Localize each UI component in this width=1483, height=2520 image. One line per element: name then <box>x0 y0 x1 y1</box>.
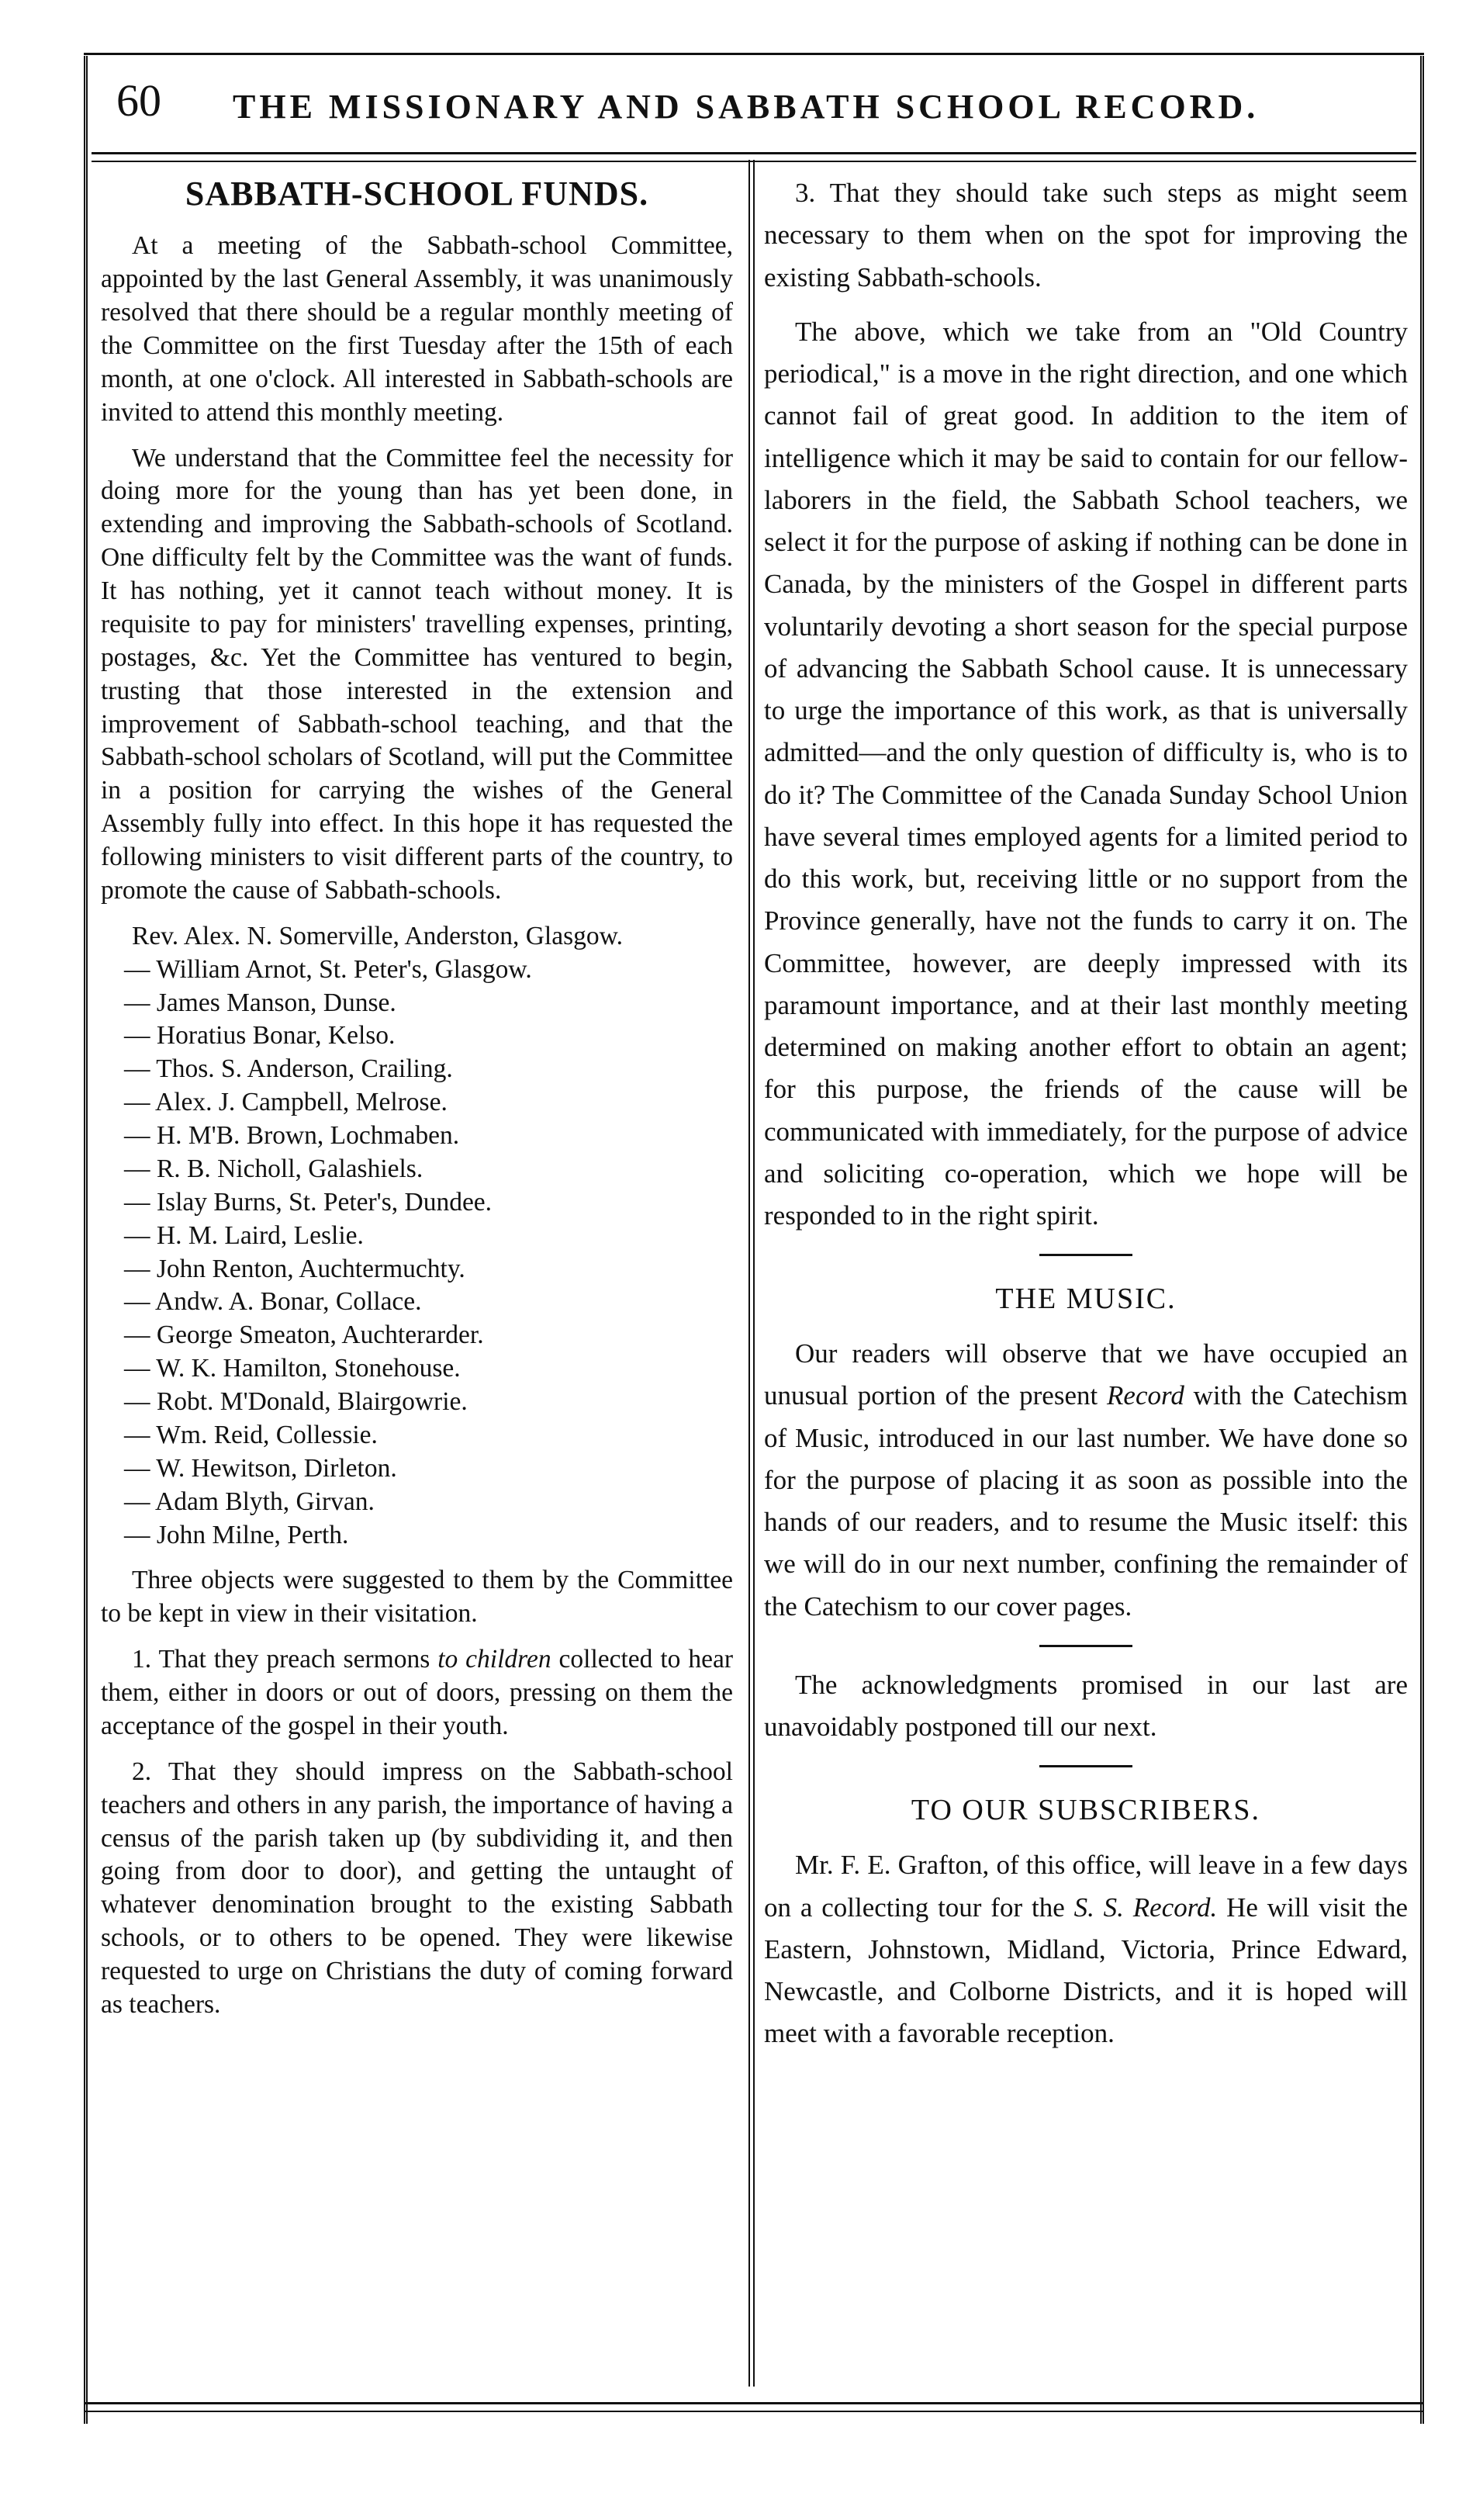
minister-item: — Alex. J. Campbell, Melrose. <box>124 1088 448 1117</box>
minister-item: — John Renton, Auchtermuchty. <box>124 1254 465 1283</box>
minister-item: — Islay Burns, St. Peter's, Dundee. <box>124 1187 493 1217</box>
acknowledgments-paragraph: The acknowledgments promised in our last are unavoidably postponed till our next. <box>764 1669 1408 1743</box>
subscribers-paragraph: Mr. F. E. Grafton, of this office, will leave in a few days on a collecting tour for the S. S. Record. He will visit the Eastern, Johnstown, Midland, Victoria, Prince Edward, Newcastle, and Colborne Districts, and it is hoped will meet with a favorable reception. <box>764 1850 1408 2049</box>
left-column <box>101 172 733 2034</box>
the-music-heading: THE MUSIC. <box>995 1282 1177 1316</box>
object-item-2: 2. That they should impress on the Sabbath-school teachers and others in any parish, the importance of having a census of the parish taken up (by subdividing it, and then going from door to door), and getting the untaught of whatever denomination brought to the existing Sabbath schools, or to others to be opened. They were likewise requested to urge on Christians the duty of coming forward as teachers. <box>101 1757 733 2019</box>
three-objects-paragraph: Three objects were suggested to them by the Committee to be kept in view in their visitation. <box>101 1566 733 1629</box>
committee-meeting-paragraph: At a meeting of the Sabbath-school Committee, appointed by the last General Assembly, it was unanimously resolved that there should be a regular monthly meeting of the Committee on the first Tuesday after the 15th of each month, at one o'clock. All interested in Sabbath-schools are invited to attend this monthly meeting. <box>101 231 733 427</box>
emphasis-ss-record: S. S. Record. <box>1073 1892 1218 1923</box>
bottom-rule <box>84 2402 1424 2412</box>
minister-item: — Wm. Reid, Collessie. <box>124 1420 378 1449</box>
minister-item: — William Arnot, St. Peter's, Glasgow. <box>124 954 532 984</box>
object-item-3: 3. That they should take such steps as might seem necessary to them when on the spot for improving the existing Sabbath-schools. <box>764 178 1408 292</box>
minister-item: — Horatius Bonar, Kelso. <box>124 1021 396 1051</box>
minister-item: — Thos. S. Anderson, Crailing. <box>124 1054 453 1084</box>
to-our-subscribers-heading: TO OUR SUBSCRIBERS. <box>911 1794 1261 1827</box>
object-item-1: 1. That they preach sermons to children collected to hear them, either in doors or out of doors, pressing on them the acceptance of the gospel in their youth. <box>101 1645 733 1740</box>
right-column <box>764 172 1408 2068</box>
emphasis-record: Record <box>1107 1380 1184 1411</box>
minister-item: — Adam Blyth, Girvan. <box>124 1487 375 1516</box>
page-number: 60 <box>116 75 161 126</box>
column-divider <box>748 160 755 2387</box>
section-rule <box>1039 1765 1132 1767</box>
emphasis-children: to children <box>437 1645 551 1674</box>
minister-item: — H. M'B. Brown, Lochmaben. <box>124 1121 460 1151</box>
minister-item: — H. M. Laird, Leslie. <box>124 1220 364 1250</box>
editorial-paragraph: The above, which we take from an "Old Country periodical," is a move in the right direction, and one which cannot fail of great good. In addition to the item of intelligence which it may be said to contain for our fellow-laborers in the field, the Sabbath School teachers, we select it for the purpose of asking if nothing can be done in Canada, by the ministers of the Gospel in different parts voluntarily devoting a short season for the special purpose of advancing the Sabbath School cause. It is unnecessary to urge the importance of this work, as that is universally admitted—and the only question of difficulty is, who is to do it? The Committee of the Canada Sunday School Union have several times employed agents for a limited period to do this work, but, receiving little or no support from the Province generally, have not the funds to carry it on. The Committee, however, are deeply impressed with its paramount importance, and at their last monthly meeting determined on making another effort to obtain an agent; for this purpose, the friends of the cause will be communicated with immediately, for the purpose of advice and soliciting co-operation, which we hope will be responded to in the right spirit. <box>764 316 1408 1231</box>
committee-funds-paragraph: We understand that the Committee feel the necessity for doing more for the young than has yet been done, in extending and improving the Sabbath-schools of Scotland. One difficulty felt by the Committee was the want of funds. It has nothing, yet it cannot teach without money. It is requisite to pay for ministers' travelling expenses, printing, postages, &c. Yet the Committee has ventured to begin, trusting that those interested in the extension and improvement of Sabbath-school teaching, and that the Sabbath-school scholars of Scotland, will put the Committee in a position for carrying the wishes of the General Assembly fully into effect. In this hope it has requested the following ministers to visit different parts of the country, to promote the cause of Sabbath-schools. <box>101 443 733 905</box>
music-paragraph: Our readers will observe that we have occupied an unusual portion of the present Record with the Catechism of Music, introduced in our last number. We have done so for the purpose of placing it as soon as possible into the hands of our readers, and to resume the Music itself: this we will do in our next number, confining the remainder of the Catechism to our cover pages. <box>764 1338 1408 1622</box>
minister-item: — James Manson, Dunse. <box>124 988 396 1017</box>
minister-item: — George Smeaton, Auchterarder. <box>124 1321 484 1350</box>
minister-item: — R. B. Nicholl, Galashiels. <box>124 1154 423 1183</box>
minister-item: — John Milne, Perth. <box>124 1520 349 1549</box>
minister-item: — W. K. Hamilton, Stonehouse. <box>124 1354 461 1383</box>
section-rule <box>1039 1254 1132 1256</box>
minister-item: Rev. Alex. N. Somerville, Anderston, Glasgow. <box>132 921 624 950</box>
minister-item: — Robt. M'Donald, Blairgowrie. <box>124 1387 468 1417</box>
sabbath-school-funds-heading: SABBATH-SCHOOL FUNDS. <box>185 175 649 213</box>
minister-item: — Andw. A. Bonar, Collace. <box>124 1287 422 1317</box>
minister-list <box>101 920 733 1552</box>
running-title: THE MISSIONARY AND SABBATH SCHOOL RECORD. <box>233 88 1260 126</box>
minister-item: — W. Hewitson, Dirleton. <box>124 1453 397 1483</box>
section-rule <box>1039 1645 1132 1647</box>
page-header <box>101 70 1412 147</box>
